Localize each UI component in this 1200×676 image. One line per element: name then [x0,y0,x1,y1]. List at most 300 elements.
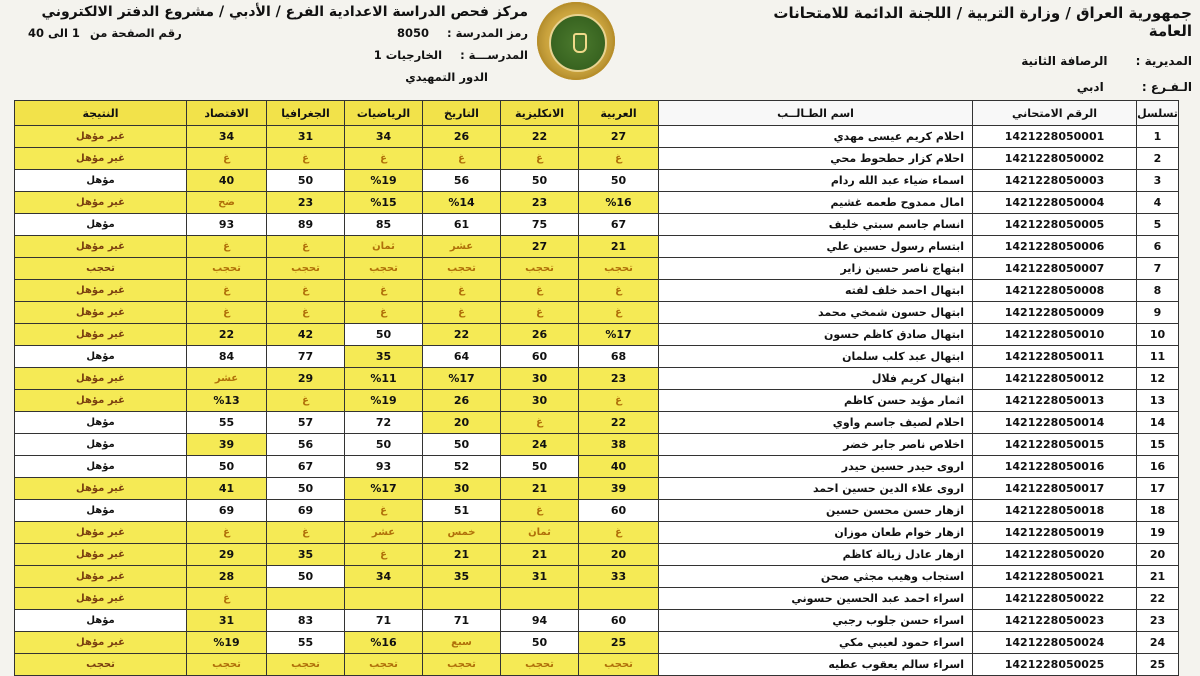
geography-grade-cell: 42 [267,324,345,346]
geography-grade-cell: غ [267,390,345,412]
serial-cell: 3 [1137,170,1179,192]
table-row [15,390,1179,412]
student-name-cell: اسراء حسن جلوب رجبي [659,610,973,632]
economics-grade-cell: غ [187,280,267,302]
economics-grade-cell: 28 [187,566,267,588]
header-english: الانكليزية [501,101,579,126]
exam-number-cell: 1421228050014 [973,412,1137,434]
header-economics: الاقتصاد [187,101,267,126]
result-cell: غير مؤهل [15,588,187,610]
table-row [15,632,1179,654]
history-grade-cell: 30 [423,478,501,500]
result-cell: غير مؤهل [15,148,187,170]
history-grade-cell: 26 [423,126,501,148]
geography-grade-cell: 23 [267,192,345,214]
result-cell: غير مؤهل [15,368,187,390]
geography-grade-cell: 89 [267,214,345,236]
table-row [15,412,1179,434]
table-row [15,610,1179,632]
header-geography: الجغرافيا [267,101,345,126]
geography-grade-cell: 50 [267,478,345,500]
history-grade-cell: 64 [423,346,501,368]
geography-grade-cell: 50 [267,566,345,588]
table-row [15,566,1179,588]
geography-grade-cell: غ [267,148,345,170]
history-grade-cell: 51 [423,500,501,522]
page-number [28,26,182,40]
branch-line [752,80,1192,94]
economics-grade-cell: 55 [187,412,267,434]
table-row [15,500,1179,522]
exam-number-cell: 1421228050004 [973,192,1137,214]
directorate-value: الرصافة الثانية [1021,54,1108,68]
economics-grade-cell: 93 [187,214,267,236]
math-grade-cell: غ [345,148,423,170]
serial-cell: 19 [1137,522,1179,544]
table-row [15,588,1179,610]
geography-grade-cell: 31 [267,126,345,148]
geography-grade-cell: 29 [267,368,345,390]
exam-number-cell: 1421228050010 [973,324,1137,346]
math-grade-cell: غ [345,500,423,522]
student-name-cell: ابتهال عبد كلب سلمان [659,346,973,368]
english-grade-cell: غ [501,500,579,522]
math-grade-cell: %16 [345,632,423,654]
english-grade-cell: 75 [501,214,579,236]
english-grade-cell: غ [501,302,579,324]
school-label: المدرســـة : [460,48,528,62]
header-left [8,4,528,86]
economics-grade-cell: 31 [187,610,267,632]
math-grade-cell: 35 [345,346,423,368]
result-cell: غير مؤهل [15,478,187,500]
exam-number-cell: 1421228050019 [973,522,1137,544]
exam-number-cell: 1421228050025 [973,654,1137,676]
english-grade-cell: غ [501,280,579,302]
header-math: الرياضيات [345,101,423,126]
result-cell: غير مؤهل [15,566,187,588]
arabic-grade-cell: 23 [579,368,659,390]
school-value: الخارجيات 1 [373,48,443,62]
student-name-cell: ابتهاج ناصر حسين زاير [659,258,973,280]
history-grade-cell: 21 [423,544,501,566]
arabic-grade-cell: غ [579,148,659,170]
english-grade-cell [501,588,579,610]
serial-cell: 22 [1137,588,1179,610]
geography-grade-cell: 50 [267,170,345,192]
header-serial: تسلسل [1137,101,1179,126]
page-label: رقم الصفحة من [89,26,182,40]
table-body [15,126,1179,676]
serial-cell: 13 [1137,390,1179,412]
math-grade-cell: 34 [345,126,423,148]
english-grade-cell: 26 [501,324,579,346]
exam-number-cell: 1421228050002 [973,148,1137,170]
economics-grade-cell: 39 [187,434,267,456]
history-grade-cell: 22 [423,324,501,346]
result-cell: مؤهل [15,214,187,236]
history-grade-cell: %17 [423,368,501,390]
serial-cell: 12 [1137,368,1179,390]
arabic-grade-cell: %16 [579,192,659,214]
student-name-cell: اثمار مؤيد حسن كاظم [659,390,973,412]
economics-grade-cell: 40 [187,170,267,192]
student-name-cell: ابتهال حسون شمخي محمد [659,302,973,324]
math-grade-cell [345,588,423,610]
result-cell: مؤهل [15,170,187,192]
math-grade-cell: ثمان [345,236,423,258]
serial-cell: 25 [1137,654,1179,676]
history-grade-cell: 52 [423,456,501,478]
english-grade-cell: 23 [501,192,579,214]
geography-grade-cell: تحجب [267,654,345,676]
result-cell: غير مؤهل [15,280,187,302]
arabic-grade-cell: 27 [579,126,659,148]
serial-cell: 18 [1137,500,1179,522]
arabic-grade-cell: 22 [579,412,659,434]
table-row [15,192,1179,214]
geography-grade-cell: 35 [267,544,345,566]
table-row [15,214,1179,236]
serial-cell: 14 [1137,412,1179,434]
serial-cell: 21 [1137,566,1179,588]
economics-grade-cell: غ [187,236,267,258]
economics-grade-cell: 41 [187,478,267,500]
serial-cell: 9 [1137,302,1179,324]
student-name-cell: امال ممدوح طعمه غشيم [659,192,973,214]
student-name-cell: ازهار خوام طعان موزان [659,522,973,544]
arabic-grade-cell: 25 [579,632,659,654]
table-row [15,544,1179,566]
history-grade-cell: سبع [423,632,501,654]
history-grade-cell: 20 [423,412,501,434]
result-cell: مؤهل [15,610,187,632]
result-cell: غير مؤهل [15,522,187,544]
branch-value: ادبي [1076,80,1104,94]
geography-grade-cell: غ [267,280,345,302]
serial-cell: 5 [1137,214,1179,236]
math-grade-cell: 72 [345,412,423,434]
result-cell: غير مؤهل [15,302,187,324]
math-grade-cell: 50 [345,434,423,456]
result-cell: غير مؤهل [15,390,187,412]
exam-number-cell: 1421228050022 [973,588,1137,610]
student-name-cell: انسام جاسم سبتي خليف [659,214,973,236]
result-cell: مؤهل [15,456,187,478]
student-name-cell: ازهار حسن محسن حسين [659,500,973,522]
economics-grade-cell: 84 [187,346,267,368]
exam-number-cell: 1421228050017 [973,478,1137,500]
school-code-label: رمز المدرسة : [446,26,528,40]
school-name [374,48,528,62]
branch-label: الـفـرع : [1141,80,1192,94]
student-name-cell: احلام كزار حطحوط محي [659,148,973,170]
serial-cell: 23 [1137,610,1179,632]
exam-number-cell: 1421228050003 [973,170,1137,192]
student-name-cell: اسماء ضياء عبد الله ردام [659,170,973,192]
arabic-grade-cell: 40 [579,456,659,478]
arabic-grade-cell: 38 [579,434,659,456]
exam-number-cell: 1421228050018 [973,500,1137,522]
result-cell: تحجب [15,654,187,676]
student-name-cell: ابتهال كريم فلال [659,368,973,390]
exam-number-cell: 1421228050021 [973,566,1137,588]
math-grade-cell: تحجب [345,654,423,676]
arabic-grade-cell: 21 [579,236,659,258]
arabic-grade-cell: %17 [579,324,659,346]
school-code [397,26,528,40]
math-grade-cell: 34 [345,566,423,588]
history-grade-cell: غ [423,302,501,324]
table-row [15,148,1179,170]
result-cell: مؤهل [15,434,187,456]
student-name-cell: ابتسام رسول حسين علي [659,236,973,258]
table-row [15,302,1179,324]
arabic-grade-cell: 20 [579,544,659,566]
history-grade-cell: 61 [423,214,501,236]
result-cell: مؤهل [15,412,187,434]
exam-number-cell: 1421228050007 [973,258,1137,280]
english-grade-cell: ثمان [501,522,579,544]
math-grade-cell: غ [345,280,423,302]
center-title: مركز فحص الدراسة الاعدادية الفرع / الأدبي / مشروع الدفتر الالكتروني [41,4,528,20]
serial-cell: 24 [1137,632,1179,654]
english-grade-cell: تحجب [501,654,579,676]
history-grade-cell: غ [423,148,501,170]
math-grade-cell: غ [345,302,423,324]
geography-grade-cell: غ [267,236,345,258]
table-row [15,258,1179,280]
geography-grade-cell: 55 [267,632,345,654]
economics-grade-cell: غ [187,302,267,324]
student-name-cell: احلام كريم عيسى مهدي [659,126,973,148]
arabic-grade-cell: 60 [579,610,659,632]
result-cell: تحجب [15,258,187,280]
table-row [15,456,1179,478]
arabic-grade-cell: 68 [579,346,659,368]
english-grade-cell: غ [501,148,579,170]
result-cell: غير مؤهل [15,544,187,566]
arabic-grade-cell: 67 [579,214,659,236]
ministry-title: جمهورية العراق / وزارة التربية / اللجنة الدائمة للامتحانات العامة [773,4,1192,40]
directorate-line [752,54,1192,68]
history-grade-cell: 35 [423,566,501,588]
exam-number-cell: 1421228050011 [973,346,1137,368]
header-history: التاريخ [423,101,501,126]
geography-grade-cell [267,588,345,610]
table-row [15,170,1179,192]
geography-grade-cell: 77 [267,346,345,368]
history-grade-cell: 26 [423,390,501,412]
english-grade-cell: 30 [501,390,579,412]
table-row [15,236,1179,258]
history-grade-cell: تحجب [423,258,501,280]
economics-grade-cell: عشر [187,368,267,390]
serial-cell: 7 [1137,258,1179,280]
economics-grade-cell: %19 [187,632,267,654]
english-grade-cell: غ [501,412,579,434]
table-row [15,346,1179,368]
serial-cell: 6 [1137,236,1179,258]
math-grade-cell: %11 [345,368,423,390]
math-grade-cell: 71 [345,610,423,632]
result-cell: غير مؤهل [15,236,187,258]
math-grade-cell: تحجب [345,258,423,280]
english-grade-cell: 30 [501,368,579,390]
student-name-cell: استجاب وهيب مجثي صحن [659,566,973,588]
student-name-cell: اروى حيدر حسين حيدر [659,456,973,478]
ministry-seal-icon [537,2,615,80]
arabic-grade-cell: 60 [579,500,659,522]
geography-grade-cell: 56 [267,434,345,456]
table-row [15,368,1179,390]
directorate-label: المديرية : [1135,54,1192,68]
student-name-cell: اسراء حمود لعيبي مكي [659,632,973,654]
economics-grade-cell: 34 [187,126,267,148]
table-row [15,126,1179,148]
arabic-grade-cell: تحجب [579,258,659,280]
serial-cell: 17 [1137,478,1179,500]
student-name-cell: احلام لصيف جاسم واوي [659,412,973,434]
results-table [14,100,1179,676]
exam-number-cell: 1421228050006 [973,236,1137,258]
header-exam-number: الرقم الامتحاني [973,101,1137,126]
geography-grade-cell: غ [267,302,345,324]
history-grade-cell [423,588,501,610]
math-grade-cell: %19 [345,170,423,192]
history-grade-cell: غ [423,280,501,302]
english-grade-cell: 22 [501,126,579,148]
history-grade-cell: %14 [423,192,501,214]
serial-cell: 8 [1137,280,1179,302]
english-grade-cell: 50 [501,632,579,654]
table-row [15,522,1179,544]
result-cell: غير مؤهل [15,126,187,148]
serial-cell: 10 [1137,324,1179,346]
serial-cell: 15 [1137,434,1179,456]
serial-cell: 11 [1137,346,1179,368]
student-name-cell: اسراء سالم يعقوب عطيه [659,654,973,676]
arabic-grade-cell: 33 [579,566,659,588]
geography-grade-cell: 83 [267,610,345,632]
english-grade-cell: 21 [501,544,579,566]
serial-cell: 2 [1137,148,1179,170]
economics-grade-cell: تحجب [187,654,267,676]
exam-number-cell: 1421228050008 [973,280,1137,302]
arabic-grade-cell: 50 [579,170,659,192]
serial-cell: 16 [1137,456,1179,478]
economics-grade-cell: %13 [187,390,267,412]
result-cell: غير مؤهل [15,324,187,346]
economics-grade-cell: تحجب [187,258,267,280]
math-grade-cell: عشر [345,522,423,544]
page-value: 1 الى 40 [28,26,80,40]
history-grade-cell: 50 [423,434,501,456]
result-cell: مؤهل [15,500,187,522]
arabic-grade-cell: 39 [579,478,659,500]
english-grade-cell: 24 [501,434,579,456]
english-grade-cell: 21 [501,478,579,500]
result-cell: غير مؤهل [15,192,187,214]
english-grade-cell: 31 [501,566,579,588]
english-grade-cell: 60 [501,346,579,368]
economics-grade-cell: ضح [187,192,267,214]
table-row [15,654,1179,676]
math-grade-cell: %19 [345,390,423,412]
geography-grade-cell: تحجب [267,258,345,280]
header-student-name: اسم الطـالــب [659,101,973,126]
economics-grade-cell: غ [187,522,267,544]
english-grade-cell: 27 [501,236,579,258]
arabic-grade-cell: غ [579,280,659,302]
table-header-row [15,101,1179,126]
result-cell: مؤهل [15,346,187,368]
history-grade-cell: 71 [423,610,501,632]
economics-grade-cell: 29 [187,544,267,566]
history-grade-cell: 56 [423,170,501,192]
arabic-grade-cell: تحجب [579,654,659,676]
math-grade-cell: %17 [345,478,423,500]
english-grade-cell: 50 [501,456,579,478]
economics-grade-cell: غ [187,588,267,610]
serial-cell: 1 [1137,126,1179,148]
history-grade-cell: تحجب [423,654,501,676]
school-code-value: 8050 [396,26,429,40]
exam-number-cell: 1421228050016 [973,456,1137,478]
student-name-cell: ازهار عادل زيالة كاظم [659,544,973,566]
history-grade-cell: خمس [423,522,501,544]
exam-number-cell: 1421228050024 [973,632,1137,654]
table-row [15,280,1179,302]
exam-number-cell: 1421228050012 [973,368,1137,390]
serial-cell: 20 [1137,544,1179,566]
geography-grade-cell: غ [267,522,345,544]
math-grade-cell: غ [345,544,423,566]
math-grade-cell: 85 [345,214,423,236]
economics-grade-cell: 22 [187,324,267,346]
economics-grade-cell: 50 [187,456,267,478]
student-name-cell: اروى علاء الدين حسين احمد [659,478,973,500]
geography-grade-cell: 67 [267,456,345,478]
geography-grade-cell: 57 [267,412,345,434]
english-grade-cell: 50 [501,170,579,192]
math-grade-cell: 93 [345,456,423,478]
serial-cell: 4 [1137,192,1179,214]
arabic-grade-cell [579,588,659,610]
exam-round: الدور التمهيدي [405,70,488,84]
arabic-grade-cell: غ [579,390,659,412]
exam-number-cell: 1421228050001 [973,126,1137,148]
arabic-grade-cell: غ [579,302,659,324]
arabic-grade-cell: غ [579,522,659,544]
exam-number-cell: 1421228050005 [973,214,1137,236]
table-row [15,324,1179,346]
student-name-cell: ابتهال احمد خلف لفته [659,280,973,302]
math-grade-cell: %15 [345,192,423,214]
exam-number-cell: 1421228050023 [973,610,1137,632]
student-name-cell: اخلاص ناصر جابر خضر [659,434,973,456]
table-row [15,434,1179,456]
math-grade-cell: 50 [345,324,423,346]
geography-grade-cell: 69 [267,500,345,522]
exam-number-cell: 1421228050020 [973,544,1137,566]
header-arabic: العربية [579,101,659,126]
history-grade-cell: عشر [423,236,501,258]
table-row [15,478,1179,500]
english-grade-cell: تحجب [501,258,579,280]
header-result: النتيجة [15,101,187,126]
header-right [752,4,1192,94]
